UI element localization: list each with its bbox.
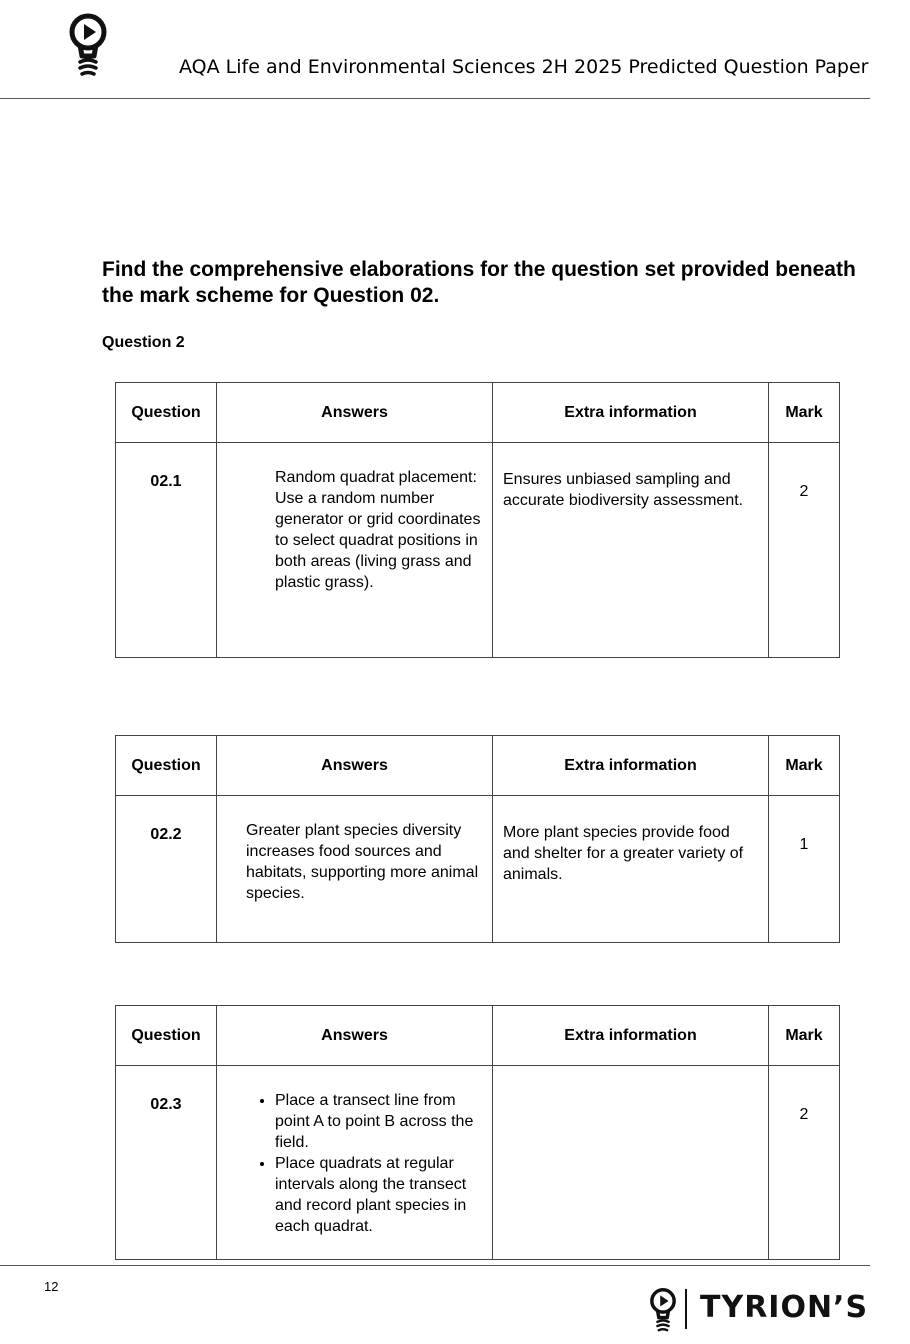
answer-bullet-list <box>217 1090 492 1237</box>
extra-information <box>493 1066 769 1260</box>
header-mark: Mark <box>769 736 840 796</box>
header-answers: Answers <box>217 736 493 796</box>
extra-information: Ensures unbiased sampling and accurate biodiversity assessment. <box>493 443 769 658</box>
header-question: Question <box>116 1006 217 1066</box>
question-number: 02.2 <box>116 796 217 943</box>
mark-value: 2 <box>769 1066 840 1260</box>
answer-cell <box>217 1066 493 1260</box>
instruction-heading: Find the comprehensive elaborations for the question set provided beneath the mark scheme for Question 02. <box>102 258 856 307</box>
table-row <box>116 796 840 943</box>
mark-value: 2 <box>769 443 840 658</box>
table-header-row <box>116 1006 840 1066</box>
table-row <box>116 443 840 658</box>
question-label: Question 2 <box>102 334 185 351</box>
question-number: 02.3 <box>116 1066 217 1260</box>
lightbulb-play-icon <box>646 1287 680 1333</box>
brand-wordmark: TYRION’S <box>700 1290 869 1325</box>
page-header-title: AQA Life and Environmental Sciences 2H 2025 Predicted Question Paper <box>179 56 869 78</box>
lightbulb-play-icon <box>66 12 110 78</box>
header-mark: Mark <box>769 383 840 443</box>
extra-information: More plant species provide food and shelter for a greater variety of animals. <box>493 796 769 943</box>
answer-bullet: • Place quadrats at regular intervals along the transect and record plant species in each quadrat. <box>275 1153 488 1237</box>
footer-divider <box>0 1265 870 1266</box>
header-mark: Mark <box>769 1006 840 1066</box>
header-answers: Answers <box>217 1006 493 1066</box>
mark-scheme-table-02-1 <box>115 382 840 658</box>
mark-scheme-table-02-2 <box>115 735 840 943</box>
header-answers: Answers <box>217 383 493 443</box>
header-question: Question <box>116 383 217 443</box>
header-extra-information: Extra information <box>493 736 769 796</box>
header-extra-information: Extra information <box>493 383 769 443</box>
answer-bullet: • Place a transect line from point A to point B across the field. <box>275 1090 488 1153</box>
mark-scheme-table-02-3 <box>115 1005 840 1260</box>
table-row <box>116 1066 840 1260</box>
mark-value: 1 <box>769 796 840 943</box>
brand-separator <box>685 1289 687 1329</box>
answer-text: Random quadrat placement: Use a random number generator or grid coordinates to select quadrat positions in both areas (living grass and plastic grass). <box>275 469 481 591</box>
answer-text: Greater plant species diversity increases food sources and habitats, supporting more animal species. <box>246 822 479 902</box>
header-question: Question <box>116 736 217 796</box>
question-number: 02.1 <box>116 443 217 658</box>
table-header-row <box>116 736 840 796</box>
page-number: 12 <box>44 1279 59 1294</box>
header-extra-information: Extra information <box>493 1006 769 1066</box>
header-divider <box>0 98 870 99</box>
answer-cell <box>217 796 493 943</box>
table-header-row <box>116 383 840 443</box>
answer-cell <box>217 443 493 658</box>
